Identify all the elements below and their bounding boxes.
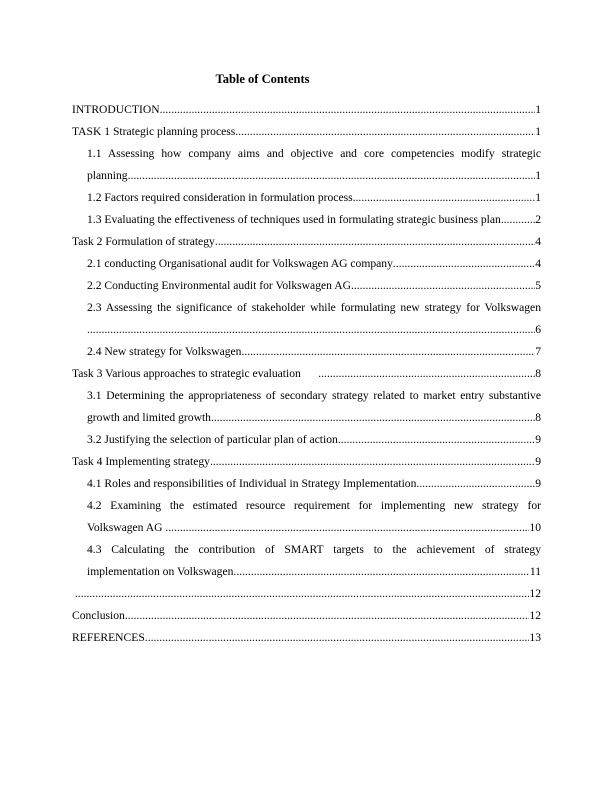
toc-entry-label: INTRODUCTION: [72, 103, 160, 116]
toc-page-number: 7: [535, 345, 541, 358]
toc-entry-4-1[interactable]: [72, 469, 541, 491]
toc-entry-2-3[interactable]: [72, 293, 541, 337]
dot-leader: [338, 432, 535, 447]
toc-page-number: 9: [535, 455, 541, 468]
toc-entry-label: Task 4 Implementing strategy: [72, 455, 210, 468]
toc-entry-label-cont: planning: [87, 169, 128, 182]
toc-entry-introduction[interactable]: [72, 95, 541, 117]
dot-leader: [128, 168, 536, 183]
toc-entry-label: 4.3 Calculating the contribution of SMART targets to the achievement of strategy: [87, 543, 541, 556]
toc-page-number: 5: [535, 279, 541, 292]
table-of-contents: [72, 95, 541, 645]
toc-page-number: 11: [529, 565, 541, 578]
toc-page-number: 2: [535, 213, 541, 226]
dot-leader: [235, 124, 535, 139]
toc-entry-label: 3.1 Determining the appropriateness of secondary strategy related to market entry substantive: [87, 389, 541, 402]
toc-entry-task2[interactable]: [72, 227, 541, 249]
toc-page-number: 4: [535, 257, 541, 270]
dot-leader: [353, 190, 536, 205]
toc-entry-label: REFERENCES: [72, 631, 145, 644]
toc-entry-label: 1.1 Assessing how company aims and objective and core competencies modify strategic: [87, 147, 541, 160]
toc-page-number: 9: [535, 477, 541, 490]
toc-page-number: 8: [535, 411, 541, 424]
toc-page-number: 8: [535, 367, 541, 380]
toc-entry-3-2[interactable]: [72, 425, 541, 447]
toc-entry-3-1[interactable]: [72, 381, 541, 425]
dot-leader: [165, 520, 529, 535]
dot-leader: [75, 586, 530, 601]
toc-entry-label: 2.4 New strategy for Volkswagen: [87, 345, 242, 358]
toc-page-number: 12: [529, 587, 541, 600]
dot-leader: [419, 476, 535, 491]
toc-page-number: 13: [529, 631, 541, 644]
toc-entry-2-2[interactable]: [72, 271, 541, 293]
dot-leader: [160, 102, 536, 117]
toc-page-number: 10: [529, 521, 541, 534]
toc-entry-label-cont: Volkswagen AG: [87, 521, 166, 534]
dot-leader: [233, 564, 529, 579]
dot-leader: [211, 410, 535, 425]
toc-entry-4-2[interactable]: [72, 491, 541, 535]
toc-entry-label-cont: growth and limited growth: [87, 411, 211, 424]
toc-entry-label-cont: implementation on Volkswagen: [87, 565, 234, 578]
dot-leader: [501, 212, 535, 227]
dot-leader: [145, 630, 530, 645]
toc-page-number: 1: [535, 169, 541, 182]
toc-entry-blank[interactable]: [72, 579, 541, 601]
toc-entry-references[interactable]: [72, 623, 541, 645]
dot-leader: [351, 278, 535, 293]
toc-entry-task1[interactable]: [72, 117, 541, 139]
toc-entry-label: Task 3 Various approaches to strategic evaluation: [72, 367, 319, 380]
toc-page-number: 12: [529, 609, 541, 622]
toc-entry-label: 1.3 Evaluating the effectiveness of techniques used in formulating strategic business plan: [87, 213, 501, 226]
toc-page-number: 9: [535, 433, 541, 446]
toc-entry-task3[interactable]: [72, 359, 541, 381]
toc-entry-4-3[interactable]: [72, 535, 541, 579]
dot-leader: [215, 234, 535, 249]
toc-entry-label: 2.3 Assessing the significance of stakeholder while formulating new strategy for Volkswagen: [87, 301, 541, 314]
dot-leader: [318, 366, 535, 381]
dot-leader: [125, 608, 530, 623]
toc-entry-label: 4.2 Examining the estimated resource requirement for implementing new strategy for: [87, 499, 541, 512]
toc-entry-conclusion[interactable]: [72, 601, 541, 623]
toc-page-number: 1: [535, 103, 541, 116]
toc-entry-task4[interactable]: [72, 447, 541, 469]
toc-entry-1-1[interactable]: [72, 139, 541, 183]
toc-page-number: 1: [535, 125, 541, 138]
toc-entry-2-4[interactable]: [72, 337, 541, 359]
toc-page-number: 1: [535, 191, 541, 204]
toc-entry-label: Task 2 Formulation of strategy: [72, 235, 215, 248]
dot-leader: [210, 454, 535, 469]
dot-leader: [393, 256, 535, 271]
toc-entry-label: TASK 1 Strategic planning process: [72, 125, 236, 138]
toc-entry-label: Conclusion: [72, 609, 125, 622]
toc-entry-label: 3.2 Justifying the selection of particular plan of action: [87, 433, 338, 446]
toc-entry-label: 2.2 Conducting Environmental audit for Volkswagen AG: [87, 279, 351, 292]
toc-page-number: 4: [535, 235, 541, 248]
toc-entry-2-1[interactable]: [72, 249, 541, 271]
toc-entry-label: 4.1 Roles and responsibilities of Individual in Strategy Implementation.: [87, 477, 420, 490]
toc-page-number: 6: [535, 323, 541, 336]
dot-leader: [241, 344, 535, 359]
toc-entry-1-2[interactable]: [72, 183, 541, 205]
toc-entry-label: 1.2 Factors required consideration in formulation process: [87, 191, 353, 204]
toc-title: Table of Contents: [215, 72, 310, 86]
toc-entry-1-3[interactable]: [72, 205, 541, 227]
toc-entry-label: 2.1 conducting Organisational audit for Volkswagen AG company: [87, 257, 393, 270]
dot-leader: [87, 322, 535, 337]
